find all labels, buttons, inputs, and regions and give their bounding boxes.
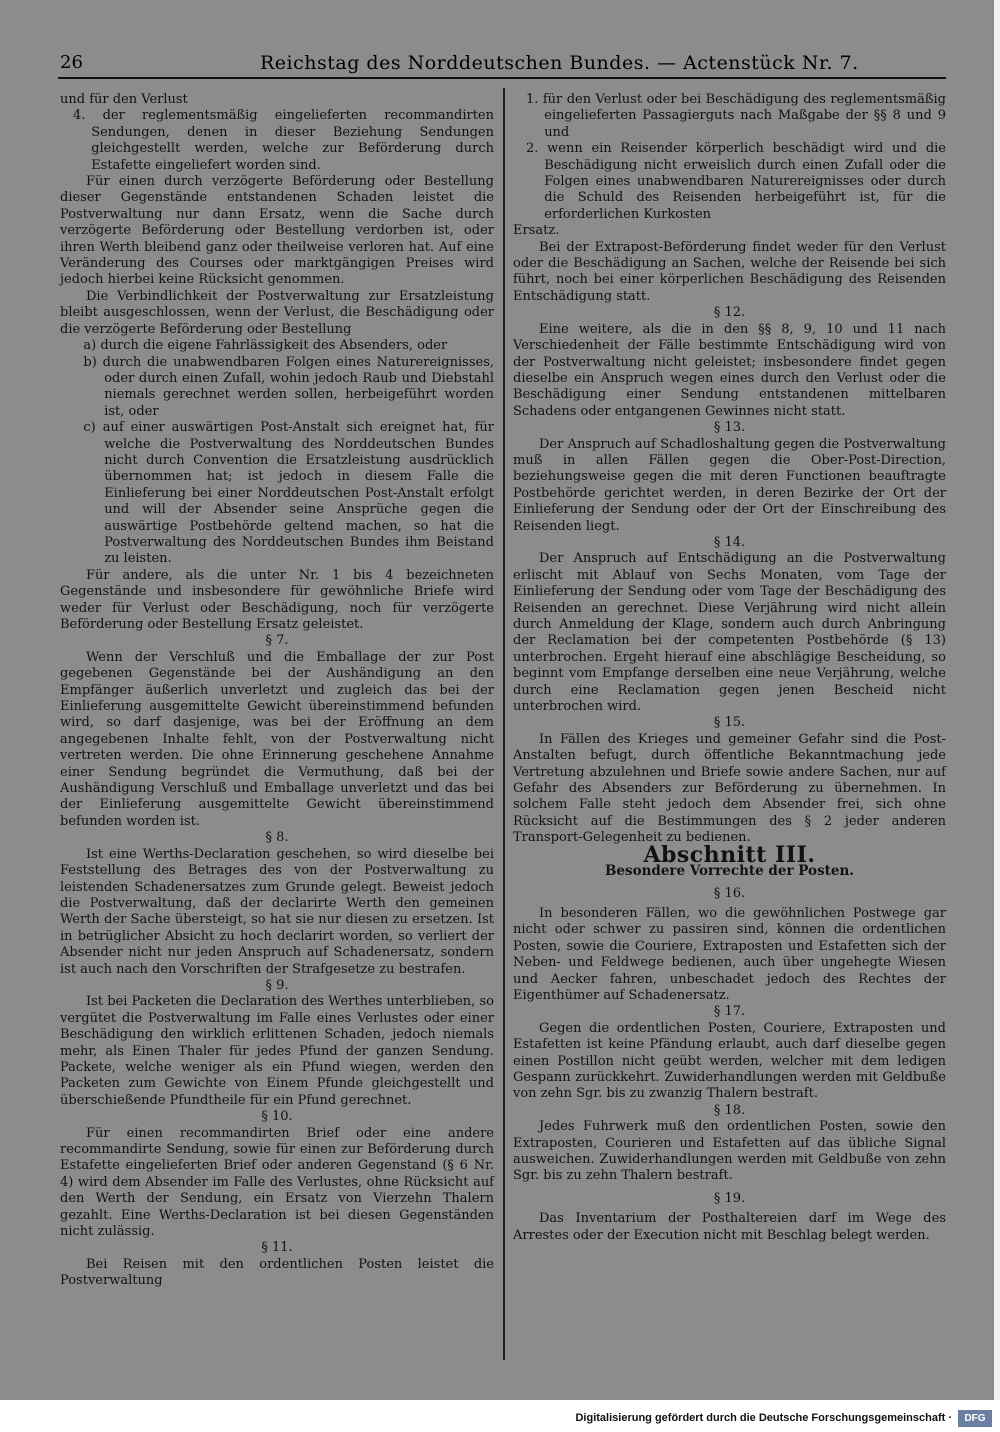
left-column <box>60 92 494 1290</box>
section-heading: § 12. <box>713 305 746 321</box>
paragraph: Ist eine Werths-Declaration geschehen, so wird dieselbe bei Feststellung des Betrages des von der Postverwaltung zu leistenden Schadenersatzes zum Grunde gelegt. Beweist jedoch die Postverwaltung, daß der declarirte Werth den gemeinen Werth der Sache übersteigt, so hat sie nur diesen zu ersetzen. Ist in betrüglicher Absicht zu hoch declarirt worden, so verliert der Absender nicht nur jeden Anspruch auf Schadenersatz, sondern ist auch nach den Vorschriften der Strafgesetze zu bestrafen. <box>60 846 494 977</box>
digitization-footer <box>0 1408 1000 1432</box>
section-heading: § 19. <box>713 1190 746 1206</box>
header-rule <box>58 77 946 79</box>
section-heading: § 14. <box>713 534 746 550</box>
list-item: b) durch die unabwendbaren Folgen eines Naturereignisses, oder durch einen Zufall, wohin jedoch Raub und Diebstahl niemals gerechnet werden sollen, herbeigeführt worden ist, oder <box>83 354 494 419</box>
section-heading: § 15. <box>713 715 746 731</box>
paragraph: In Fällen des Krieges und gemeiner Gefahr sind die Post-Anstalten befugt, durch öffentliche Bekanntmachung jede Vertretung abzulehnen und Briefe sowie andere Sachen, nur auf Gefahr des Absenders zur Beförderung zu übernehmen. In solchem Falle steht jedoch dem Absender frei, sich ohne Rücksicht auf die Bestimmungen des § 2 jeder anderen Transport-Gelegenheit zu bedienen. <box>513 731 946 846</box>
paragraph: Das Inventarium der Posthaltereien darf im Wege des Arrestes oder der Execution nicht mit Beschlag belegt werden. <box>513 1211 946 1243</box>
paragraph: Der Anspruch auf Entschädigung an die Postverwaltung erlischt mit Ablauf von Sechs Monaten, vom Tage der Einlieferung der Sendung oder vom Tage der Beschädigung des Reisenden an gerechnet. Diese Verjährung wird nicht allein durch Anmeldung der Klage, sondern auch durch Anbringung der Reclamation bei der competenten Postbehörde (§ 13) unterbrochen. Ergeht hierauf eine abschlägige Bescheidung, so beginnt vom Empfange derselben eine neue Verjährung, welche durch eine Reclamation gegen jenen Bescheid nicht unterbrochen wird. <box>513 551 946 715</box>
page-header <box>60 52 946 76</box>
paragraph: Für andere, als die unter Nr. 1 bis 4 bezeichneten Gegenstände und insbesondere für gewöhnliche Briefe wird weder für Verlust oder Beschädigung, noch für verzögerte Beförderung oder Bestellung Ersatz geleistet. <box>60 567 494 632</box>
page-edge <box>994 0 1000 1400</box>
section-heading: § 8. <box>265 830 289 846</box>
paragraph: Die Verbindlichkeit der Postverwaltung zur Ersatzleistung bleibt ausgeschlossen, wenn der Verlust, die Beschädigung oder die verzögerte Beförderung oder Bestellung <box>60 288 494 337</box>
funding-note: Digitalisierung gefördert durch die Deutsche Forschungsgemeinschaft · <box>575 1412 952 1424</box>
paragraph: Eine weitere, als die in den §§ 8, 9, 10 und 11 nach Verschiedenheit der Fälle bestimmte Entschädigung wird von der Postverwaltung nicht geleistet; insbesondere findet gegen dieselbe ein Anspruch wegen eines durch den Verlust oder die Beschädigung einer Sendung entstandenen mittelbaren Schadens oder entgangenen Gewinnes nicht statt. <box>513 321 946 419</box>
running-title: Reichstag des Norddeutschen Bundes. — Actenstück Nr. 7. <box>260 52 859 74</box>
paragraph: Der Anspruch auf Schadloshaltung gegen die Postverwaltung muß in allen Fällen gegen die Ober-Post-Direction, beziehungsweise gegen die mit deren Functionen beauftragte Postbehörde gerichtet werden, in deren Bezirke der Ort der Einlieferung der Sendung oder der Ort der Einschreibung des Reisenden liegt. <box>513 436 946 534</box>
list-item: 2. wenn ein Reisender körperlich beschädigt wird und die Beschädigung nicht erweislich durch einen Zufall oder die Folgen eines unabwendbaren Naturereignisses oder durch die Schuld des Reisenden herbeigeführt ist, für die erforderlichen Kurkosten <box>526 141 946 222</box>
section-heading: § 16. <box>713 885 746 901</box>
section-heading: § 7. <box>265 633 289 649</box>
dfg-logo: DFG <box>958 1410 992 1427</box>
section-heading: § 9. <box>265 977 289 993</box>
list-item: a) durch die eigene Fahrlässigkeit des Absenders, oder <box>83 338 448 354</box>
chapter-heading: Abschnitt III. <box>643 841 816 868</box>
section-heading: § 10. <box>261 1109 293 1125</box>
page-number: 26 <box>60 52 83 73</box>
column-divider <box>503 88 505 1360</box>
list-item: c) auf einer auswärtigen Post-Anstalt sich ereignet hat, für welche die Postverwaltung des Norddeutschen Bundes nicht durch Convention die Ersatzleistung ausdrücklich übernommen hat; ist jedoch in diesem Falle die Einlieferung bei einer Norddeutschen Post-Anstalt erfolgt und will der Absender seine Ansprüche gegen die auswärtige Postbehörde geltend machen, so hat die Postverwaltung des Norddeutschen Bundes ihm Beistand zu leisten. <box>83 420 494 567</box>
section-heading: § 18. <box>713 1102 746 1118</box>
paragraph: Bei Reisen mit den ordentlichen Posten leistet die Postverwaltung <box>60 1256 494 1289</box>
paragraph: Ersatz. <box>513 223 560 239</box>
paragraph: In besonderen Fällen, wo die gewöhnlichen Postwege gar nicht oder schwer zu passiren sind, können die ordentlichen Posten, sowie die Couriere, Extraposten und Estafetten sich der Neben- und Feldwege bedienen, auch über ungehegte Wiesen und Aecker fahren, unbeschadet jedoch des Rechtes der Eigenthümer auf Schadenersatz. <box>513 905 946 1003</box>
paragraph: Gegen die ordentlichen Posten, Couriere, Extraposten und Estafetten ist keine Pfändung erlaubt, auch darf dieselbe gegen einen Postillon nicht geübt werden, welcher mit dem ledigen Gespann zurückkehrt. Zuwiderhandlungen werden mit Geldbuße von zehn Sgr. bis zu zwanzig Thalern bestraft. <box>513 1020 946 1102</box>
list-item: 4. der reglementsmäßig eingelieferten recommandirten Sendungen, denen in dieser Beziehung Sendungen gleichgestellt werden, welche zur Beförderung durch Estafette eingeliefert worden sind. <box>73 108 494 173</box>
paragraph: Wenn der Verschluß und die Emballage der zur Post gegebenen Gegenstände bei der Aushändigung an den Empfänger äußerlich unverletzt und zugleich das bei der Einlieferung ausgemittelte Gewicht übereinstimmend befunden wird, so darf dasjenige, was bei der Eröffnung an dem angegebenen Inhalte fehlt, von der Postverwaltung nicht vertreten werden. Die ohne Erinnerung geschehene Annahme einer Sendung begründet die Vermuthung, daß bei der Aushändigung Verschluß und Emballage unverletzt und das bei der Einlieferung ausgemittelte Gewicht übereinstimmend befunden worden ist. <box>60 649 494 829</box>
paragraph: Für einen durch verzögerte Beförderung oder Bestellung dieser Gegenstände entstandenen Schaden leistet die Postverwaltung nur dann Ersatz, wenn die Sache durch verzögerte Beförderung oder Bestellung verdorben ist, oder ihren Werth bleibend ganz oder theilweise verloren hat. Auf eine Veränderung des Courses oder marktgängigen Preises wird jedoch hierbei keine Rücksicht genommen. <box>60 174 494 288</box>
section-heading: § 11. <box>261 1240 293 1256</box>
chapter-subheading: Besondere Vorrechte der Posten. <box>604 863 855 880</box>
section-heading: § 13. <box>713 420 746 436</box>
paragraph: Ist bei Packeten die Declaration des Werthes unterblieben, so vergütet die Postverwaltung im Falle eines Verlustes oder einer Beschädigung den wirklich erlittenen Schaden, jedoch niemals mehr, als Einen Thaler für jedes Pfund der ganzen Sendung. Packete, welche weniger als ein Pfund wiegen, werden den Packeten zum Gewichte von Einem Pfunde gleichgestellt und überschießende Pfundtheile für ein Pfund gerechnet. <box>60 994 494 1108</box>
paragraph: Bei der Extrapost-Beförderung findet weder für den Verlust oder die Beschädigung an Sachen, welche der Reisende bei sich führt, noch bei einer körperlichen Beschädigung des Reisenden Entschädigung statt. <box>513 239 946 304</box>
paragraph: Für einen recommandirten Brief oder eine andere recommandirte Sendung, sowie für einen zur Beförderung durch Estafette eingelieferten Brief oder anderen Gegenstand (§ 6 Nr. 4) wird dem Absender im Falle des Verlustes, ohne Rücksicht auf den Werth der Sendung, ein Ersatz von Vierzehn Thalern gezahlt. Eine Werths-Declaration ist bei diesen Gegenständen nicht zulässig. <box>60 1125 494 1240</box>
list-item: 1. für den Verlust oder bei Beschädigung des reglementsmäßig eingelieferten Passagierguts nach Maßgabe der §§ 8 und 9 und <box>526 92 946 140</box>
paragraph: Jedes Fuhrwerk muß den ordentlichen Posten, sowie den Extraposten, Courieren und Estafetten auf das übliche Signal ausweichen. Zuwiderhandlungen werden mit Geldbuße von zehn Sgr. bis zu zehn Thalern bestraft. <box>513 1119 946 1184</box>
section-heading: § 17. <box>713 1004 746 1020</box>
right-column <box>513 92 946 1244</box>
paragraph: und für den Verlust <box>60 92 188 107</box>
